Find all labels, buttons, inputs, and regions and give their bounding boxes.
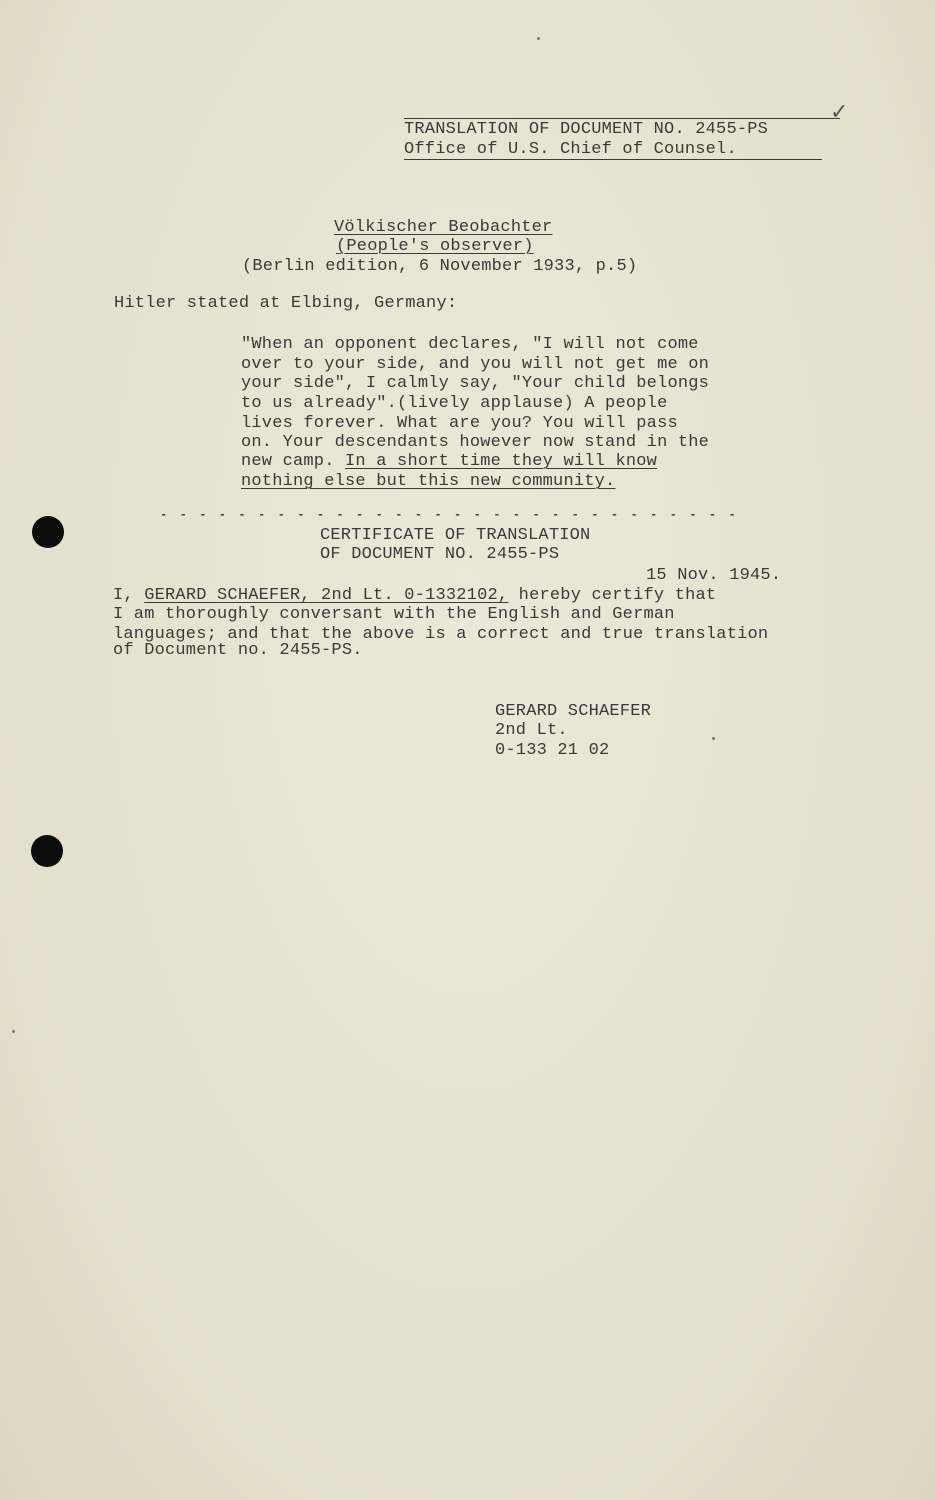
translator-identity: GERARD SCHAEFER, 2nd Lt. 0-1332102, xyxy=(144,586,509,605)
quote-line: lives forever. What are you? You will pass xyxy=(241,414,678,433)
checkmark-icon: ✓ xyxy=(830,100,849,125)
quote-line: "When an opponent declares, "I will not come xyxy=(241,335,699,354)
certificate-body-line: of Document no. 2455-PS. xyxy=(113,641,363,660)
paper-speck xyxy=(537,37,540,40)
certificate-text: hereby certify that xyxy=(508,586,717,605)
quote-line xyxy=(241,452,657,471)
header-office: Office of U.S. Chief of Counsel. xyxy=(404,140,737,159)
certificate-date: 15 Nov. 1945. xyxy=(646,566,782,585)
signature-rank: 2nd Lt. xyxy=(495,721,568,740)
certificate-text: I, xyxy=(113,586,145,605)
certificate-body-line: languages; and that the above is a correct and true translation xyxy=(113,625,769,644)
paper-speck xyxy=(12,1030,15,1033)
quote-line: to us already".(lively applause) A people xyxy=(241,394,668,413)
source-edition: (Berlin edition, 6 November 1933, p.5) xyxy=(242,257,638,276)
separator-line: - - - - - - - - - - - - - - - - - - - - - - - - - - - - - - xyxy=(160,508,739,522)
signature-serial: 0-133 21 02 xyxy=(495,741,610,760)
quote-text: new camp. xyxy=(241,452,346,471)
source-title: Völkischer Beobachter xyxy=(334,218,553,237)
source-subtitle: (People's observer) xyxy=(336,237,534,256)
paper-speck xyxy=(712,737,715,740)
signature-name: GERARD SCHAEFER xyxy=(495,702,652,721)
quote-underlined-line: nothing else but this new community. xyxy=(241,472,616,491)
quote-line: on. Your descendants however now stand in the xyxy=(241,433,710,452)
header-top-rule xyxy=(404,118,840,119)
certificate-title: CERTIFICATE OF TRANSLATION xyxy=(320,526,591,545)
header-title: TRANSLATION OF DOCUMENT NO. 2455-PS xyxy=(404,120,769,139)
certificate-body-line: I am thoroughly conversant with the English and German xyxy=(113,605,675,624)
header-bottom-rule xyxy=(404,159,822,160)
certificate-body-line xyxy=(113,586,716,605)
quote-line: over to your side, and you will not get me on xyxy=(241,355,710,374)
certificate-document: OF DOCUMENT NO. 2455-PS xyxy=(320,545,560,564)
quote-line: your side", I calmly say, "Your child belongs xyxy=(241,374,710,393)
punch-hole xyxy=(32,516,64,548)
intro-text: Hitler stated at Elbing, Germany: xyxy=(114,294,458,313)
quote-underlined-text: In a short time they will know xyxy=(345,452,658,471)
punch-hole xyxy=(31,835,63,867)
